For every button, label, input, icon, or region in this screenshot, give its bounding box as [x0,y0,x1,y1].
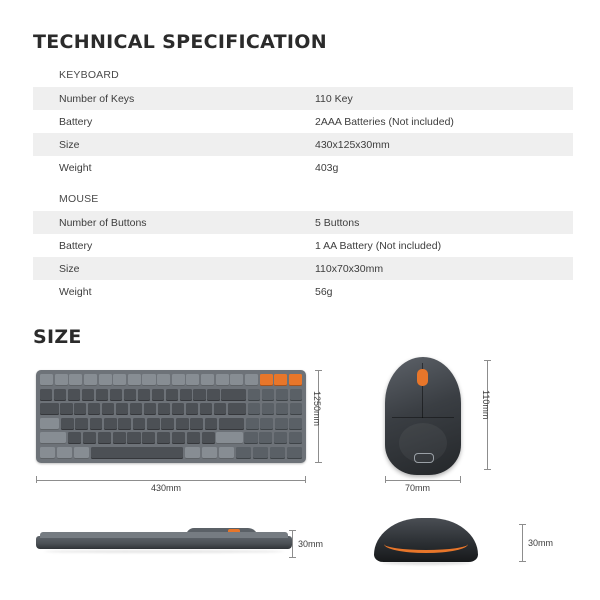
dimension-label-keyboard-height: 30mm [298,539,324,549]
spec-label: Battery [59,239,93,252]
dimension-line-keyboard-height [292,530,293,558]
spec-value: 403g [315,161,339,174]
table-row [33,234,573,257]
dimension-line-mouse-height [522,524,523,562]
spec-value: 110 Key [315,92,353,105]
dimension-label-mouse-length: 110mm [481,390,491,420]
dimension-tick [460,476,461,483]
dimension-label-keyboard-width: 430mm [151,483,182,493]
mouse-scroll-wheel [417,369,428,386]
dimension-tick [36,476,37,483]
keyboard-row [40,447,302,459]
table-row [33,110,573,133]
spec-value: 430x125x30mm [315,138,390,151]
table-row [33,211,573,234]
table-row [33,133,573,156]
table-row [33,257,573,280]
mouse-front-view-illustration [374,518,478,566]
keyboard-row [40,374,302,386]
page-title-size: SIZE [33,326,82,348]
size-diagram-area [0,352,600,600]
table-row [33,280,573,303]
dimension-line-keyboard-width [36,480,306,481]
dimension-tick [315,370,322,371]
spec-value: 56g [315,285,333,298]
keyboard-row [40,403,302,415]
dimension-tick [484,469,491,470]
spec-value: 2AAA Batteries (Not included) [315,115,454,128]
dimension-label-mouse-height: 30mm [528,538,554,548]
spec-table-mouse [33,188,573,303]
spec-label: Weight [59,161,92,174]
spec-group-label-keyboard: KEYBOARD [59,69,119,81]
keyboard-row [40,432,302,444]
dimension-label-keyboard-depth: 1250mm [312,391,322,427]
table-row [33,87,573,110]
table-row [33,156,573,179]
spec-group-label-mouse: MOUSE [59,193,99,205]
spec-label: Number of Keys [59,92,135,105]
page-title-technical-specification: TECHNICAL SPECIFICATION [33,31,327,53]
dimension-tick [315,462,322,463]
spec-value: 110x70x30mm [315,262,384,275]
spec-value: 1 AA Battery (Not included) [315,239,442,252]
dimension-tick [305,476,306,483]
spec-value: 5 Buttons [315,216,360,229]
dimension-tick [385,476,386,483]
dimension-tick [519,561,526,562]
spec-label: Size [59,262,80,275]
keyboard-row [40,389,302,401]
spec-label: Size [59,138,80,151]
dimension-tick [289,557,296,558]
dimension-tick [289,530,296,531]
dimension-tick [519,524,526,525]
dimension-tick [484,360,491,361]
spec-label: Battery [59,115,93,128]
spec-label: Number of Buttons [59,216,147,229]
spec-table-keyboard [33,64,573,179]
dimension-label-mouse-width: 70mm [405,483,431,493]
keyboard-row [40,418,302,430]
keyboard-side-view-illustration [36,528,292,558]
spec-label: Weight [59,285,92,298]
dimension-line-mouse-width [385,480,461,481]
keyboard-top-view-illustration [36,370,306,463]
mouse-logo [414,453,434,463]
